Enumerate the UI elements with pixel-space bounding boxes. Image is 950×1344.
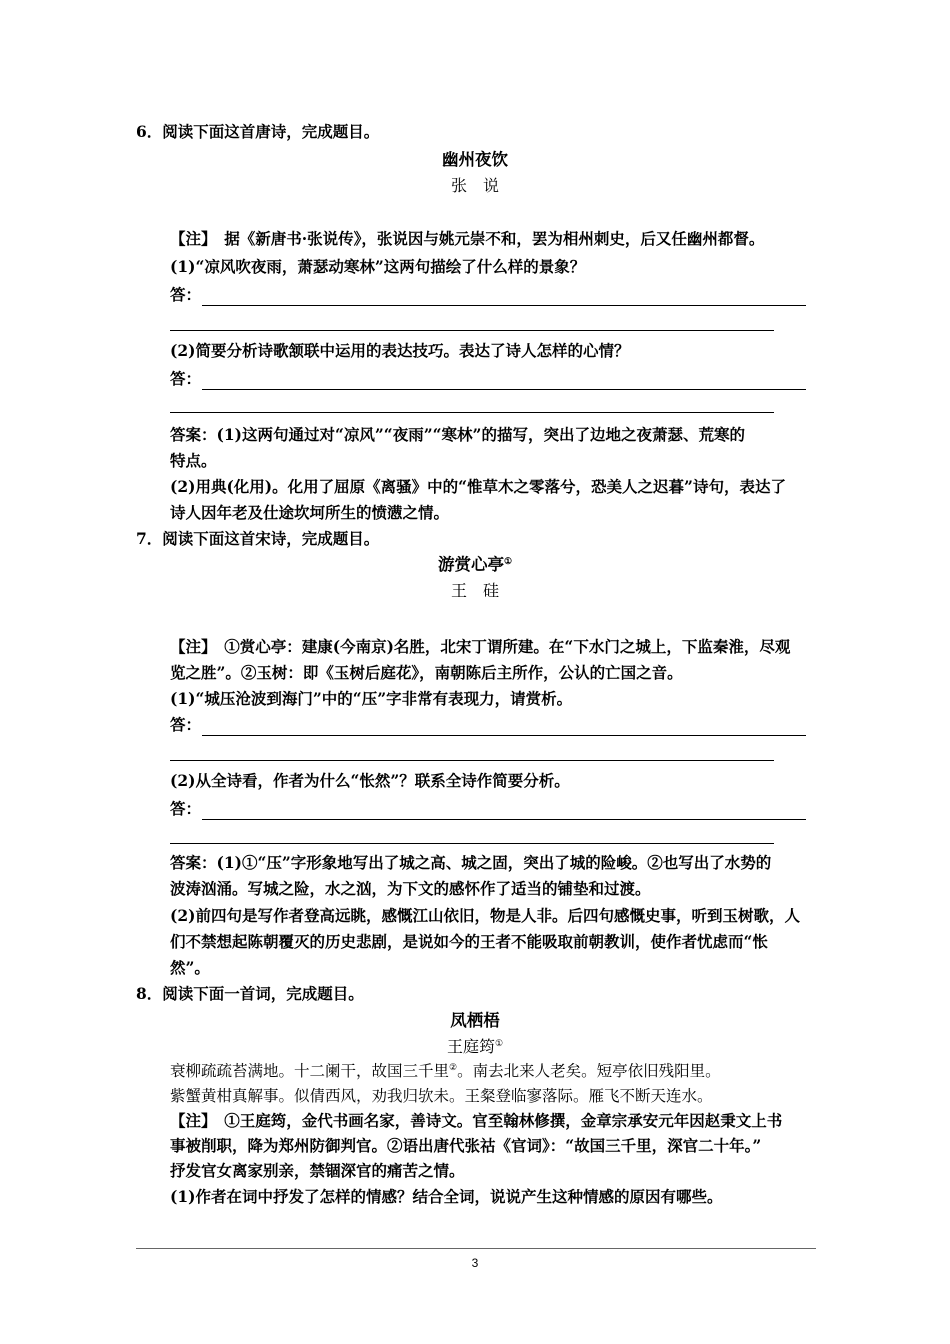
answer-line[interactable] (170, 843, 774, 844)
answer-label: 答： (170, 715, 202, 734)
q8-note-line-2: 事被削职，降为郑州防御判官。②语出唐代张祜《官词》：“故国三千里，深官二十年。” (170, 1136, 762, 1155)
answer-line[interactable] (170, 760, 774, 761)
q7-poem-author: 王 硅 (450, 581, 499, 600)
q6-poem-author: 张 说 (450, 176, 499, 195)
q8-note-line-3: 抒发官女离家别亲，禁锢深官的痛苦之情。 (170, 1161, 465, 1180)
q6-sub2: (2)简要分析诗歌颔联中运用的表达技巧。表达了诗人怎样的心情？ (170, 341, 630, 360)
answer-line (202, 819, 806, 820)
q7-sub1: (1)“城压沧波到海门”中的“压”字非常有表现力，请赏析。 (170, 689, 573, 708)
answer-line (202, 389, 806, 390)
q8-poem-line-2: 紫蟹黄柑真解事。似倩西风，劝我归欤未。王粲登临寥落际。雁飞不断天连水。 (170, 1087, 713, 1105)
poem-text: 。南去北来人老矣。短亭依旧残阳里。 (457, 1062, 721, 1080)
q8-note-line-1: 【注】 ①王庭筠，金代书画名家，善诗文。官至翰林修撰，金章宗承安元年因赵秉文上书 (170, 1111, 783, 1130)
q6-prompt: 6．阅读下面这首唐诗，完成题目。 (136, 122, 380, 141)
q6-answer-line-1: 答案：(1)这两句通过对“凉风”“夜雨”“寒林”的描写，突出了边地之夜萧瑟、荒寒的 (170, 425, 745, 444)
footnote-mark: ② (449, 1063, 458, 1073)
answer-label: 答： (170, 285, 202, 304)
footnote-mark: ① (494, 1039, 504, 1049)
q7-answer-field-1[interactable] (170, 714, 201, 736)
q7-note-line-1: 【注】 ①赏心亭：建康(今南京)名胜，北宋丁谓所建。在“下水门之城上，下监秦淮，尽观 (170, 637, 791, 656)
q8-poem-title: 凤栖梧 (450, 1011, 500, 1030)
answer-line[interactable] (170, 330, 774, 331)
answer-line (202, 735, 806, 736)
q6-note: 【注】 据《新唐书·张说传》，张说因与姚元崇不和，罢为相州刺史，后又任幽州都督。 (170, 229, 765, 248)
q7-poem-title (0, 554, 950, 576)
q8-poem-author (0, 1036, 950, 1058)
q6-answer-field-2[interactable] (170, 368, 201, 390)
q7-title-text: 游赏心亭 (437, 555, 504, 574)
q6-sub1: (1)“凉风吹夜雨，萧瑟动寒林”这两句描绘了什么样的景象？ (170, 257, 586, 276)
answer-line[interactable] (170, 412, 774, 413)
q6-answer-line-3: (2)用典(化用)。化用了屈原《离骚》中的“惟草木之零落兮，恐美人之迟暮”诗句，表达了 (170, 477, 786, 496)
page-number: 3 (471, 1256, 479, 1270)
poem-text: 衰柳疏疏苔满地。十二阑干，故国三千里 (170, 1062, 450, 1080)
q6-answer-field-1[interactable] (170, 284, 201, 306)
q7-answer-line-2: 波涛汹涌。写城之险，水之汹，为下文的感怀作了适当的铺垫和过渡。 (170, 879, 651, 898)
q7-answer-field-2[interactable] (170, 798, 201, 820)
q7-answer-line-1: 答案：(1)①“压”字形象地写出了城之高、城之固，突出了城的险峻。②也写出了水势的 (170, 853, 772, 872)
q8-prompt: 8．阅读下面一首词，完成题目。 (136, 984, 364, 1003)
q7-answer-line-3: (2)前四句是写作者登高远眺，感慨江山依旧，物是人非。后四句感慨史事，听到玉树歌，人 (170, 906, 800, 925)
q8-author-text: 王庭筠 (446, 1037, 495, 1056)
q7-note-line-2: 览之胜”。②玉树：即《玉树后庭花》，南朝陈后主所作，公认的亡国之音。 (170, 663, 683, 682)
q6-answer-line-4: 诗人因年老及仕途坎坷所生的愤懑之情。 (170, 503, 450, 522)
q8-poem-line-1 (170, 1060, 721, 1082)
q7-answer-line-4: 们不禁想起陈朝覆灭的历史悲剧，是说如今的王者不能吸取前朝教训，使作者忧虑而“怅 (170, 932, 768, 951)
q6-poem-title: 幽州夜饮 (442, 150, 508, 169)
q6-answer-line-2: 特点。 (170, 451, 217, 470)
q7-answer-line-5: 然”。 (170, 958, 210, 977)
q7-prompt: 7．阅读下面这首宋诗，完成题目。 (136, 529, 380, 548)
answer-label: 答： (170, 799, 202, 818)
answer-label: 答： (170, 369, 202, 388)
footer-divider (136, 1248, 816, 1249)
footnote-mark: ① (503, 557, 513, 567)
q8-sub1: (1)作者在词中抒发了怎样的情感？结合全词，说说产生这种情感的原因有哪些。 (170, 1187, 723, 1206)
q7-sub2: (2)从全诗看，作者为什么“怅然”？联系全诗作简要分析。 (170, 771, 570, 790)
answer-line (202, 305, 806, 306)
